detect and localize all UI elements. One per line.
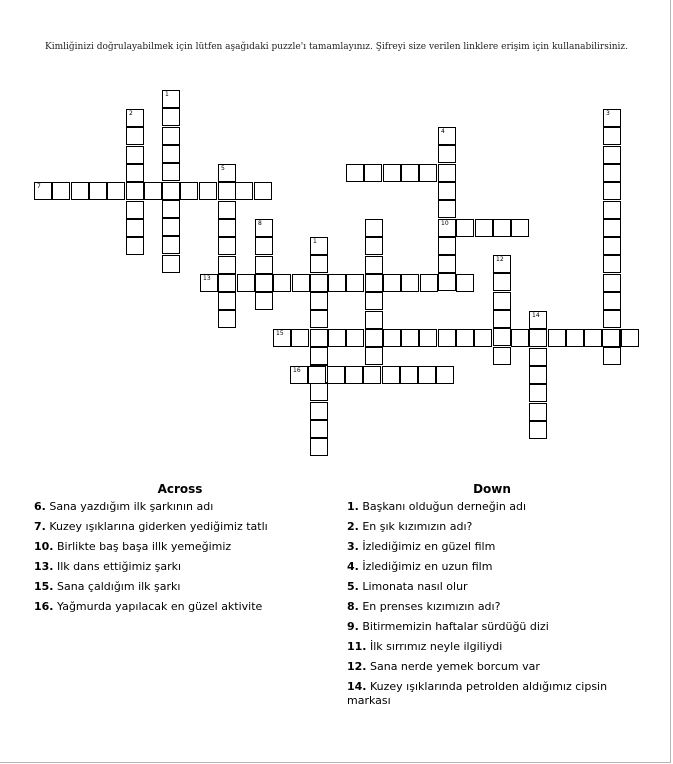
grid-cell[interactable] xyxy=(346,274,364,292)
grid-cell[interactable] xyxy=(310,274,328,292)
clue-number: 15. xyxy=(34,580,54,593)
grid-cell[interactable] xyxy=(438,145,456,163)
grid-cell[interactable] xyxy=(308,366,326,384)
grid-cell-number: 16 xyxy=(293,367,301,374)
grid-cell[interactable] xyxy=(456,274,474,292)
grid-cell[interactable] xyxy=(365,329,383,347)
grid-cell[interactable] xyxy=(419,164,437,182)
clue-text: Birlikte baş başa illk yemeğimiz xyxy=(57,540,232,553)
across-clue xyxy=(34,560,324,574)
clue-number: 10. xyxy=(34,540,54,553)
grid-cell[interactable] xyxy=(511,329,529,347)
clue-number: 3. xyxy=(347,540,359,553)
clue-number: 9. xyxy=(347,620,359,633)
grid-cell[interactable] xyxy=(328,329,346,347)
clue-text: İzlediğimiz en uzun film xyxy=(362,560,493,573)
grid-cell[interactable] xyxy=(401,274,419,292)
down-clue xyxy=(347,640,647,654)
grid-cell[interactable] xyxy=(273,274,291,292)
grid-cell[interactable] xyxy=(310,420,328,438)
down-clue xyxy=(347,600,647,614)
down-clue-list xyxy=(347,500,647,714)
grid-cell[interactable] xyxy=(603,164,621,182)
across-clue xyxy=(34,520,324,534)
down-clue xyxy=(347,620,647,634)
grid-cell[interactable] xyxy=(218,219,236,237)
grid-cell[interactable] xyxy=(401,329,419,347)
grid-cell[interactable] xyxy=(255,219,273,237)
grid-cell[interactable] xyxy=(438,255,456,273)
grid-cell[interactable] xyxy=(218,182,236,200)
grid-cell[interactable] xyxy=(162,255,180,273)
grid-cell[interactable] xyxy=(401,164,419,182)
clue-number: 14. xyxy=(347,680,367,693)
down-clue xyxy=(347,520,647,534)
grid-cell[interactable] xyxy=(365,347,383,365)
grid-cell[interactable] xyxy=(383,329,401,347)
grid-cell[interactable] xyxy=(602,329,620,347)
grid-cell[interactable] xyxy=(438,164,456,182)
grid-cell-number: 7 xyxy=(37,183,41,190)
grid-cell[interactable] xyxy=(162,218,180,236)
grid-cell[interactable] xyxy=(162,127,180,145)
grid-cell[interactable] xyxy=(218,310,236,328)
grid-cell[interactable] xyxy=(438,182,456,200)
grid-cell[interactable] xyxy=(162,90,180,108)
grid-cell[interactable] xyxy=(218,164,236,182)
grid-cell[interactable] xyxy=(418,366,436,384)
grid-cell[interactable] xyxy=(310,310,328,328)
grid-cell[interactable] xyxy=(383,274,401,292)
clue-text: En prenses kızımızın adı? xyxy=(362,600,501,613)
grid-cell[interactable] xyxy=(126,164,144,182)
grid-cell[interactable] xyxy=(199,182,217,200)
clue-number: 5. xyxy=(347,580,359,593)
clue-number: 11. xyxy=(347,640,367,653)
clue-number: 7. xyxy=(34,520,46,533)
across-clue xyxy=(34,500,324,514)
grid-cell-number: 13 xyxy=(203,275,211,282)
clue-text: Sana yazdığım ilk şarkının adı xyxy=(49,500,214,513)
down-clue xyxy=(347,560,647,574)
down-clue xyxy=(347,680,647,708)
across-clue xyxy=(34,600,324,614)
grid-cell[interactable] xyxy=(126,109,144,127)
grid-cell[interactable] xyxy=(292,274,310,292)
grid-cell[interactable] xyxy=(529,384,547,402)
grid-cell[interactable] xyxy=(566,329,584,347)
down-clue xyxy=(347,660,647,674)
grid-cell[interactable] xyxy=(310,255,328,273)
grid-cell-number: 2 xyxy=(129,110,133,117)
grid-cell[interactable] xyxy=(529,311,547,329)
grid-cell[interactable] xyxy=(436,366,454,384)
down-heading: Down xyxy=(473,482,511,496)
grid-cell[interactable] xyxy=(218,201,236,219)
grid-cell-number: 14 xyxy=(532,312,540,319)
grid-cell[interactable] xyxy=(365,219,383,237)
grid-cell[interactable] xyxy=(327,366,345,384)
grid-cell[interactable] xyxy=(52,182,70,200)
clue-text: Limonata nasıl olur xyxy=(362,580,468,593)
grid-cell-number: 1 xyxy=(165,91,169,98)
grid-cell-number: 10 xyxy=(441,220,449,227)
grid-cell[interactable] xyxy=(310,438,328,456)
grid-cell-number: 4 xyxy=(441,128,445,135)
grid-cell[interactable] xyxy=(218,237,236,255)
grid-cell[interactable] xyxy=(511,219,529,237)
grid-cell[interactable] xyxy=(493,310,511,328)
down-clue xyxy=(347,500,647,514)
grid-cell[interactable] xyxy=(126,127,144,145)
grid-cell[interactable] xyxy=(310,402,328,420)
grid-cell[interactable] xyxy=(474,329,492,347)
grid-cell[interactable] xyxy=(162,236,180,254)
grid-cell-number: 5 xyxy=(221,165,225,172)
grid-cell[interactable] xyxy=(310,237,328,255)
grid-cell[interactable] xyxy=(273,329,291,347)
grid-cell[interactable] xyxy=(493,328,511,346)
clue-number: 4. xyxy=(347,560,359,573)
grid-cell[interactable] xyxy=(126,237,144,255)
grid-cell[interactable] xyxy=(255,256,273,274)
grid-cell[interactable] xyxy=(162,108,180,126)
grid-cell[interactable] xyxy=(603,201,621,219)
grid-cell[interactable] xyxy=(382,366,400,384)
grid-cell[interactable] xyxy=(218,292,236,310)
across-clue xyxy=(34,540,324,554)
grid-cell[interactable] xyxy=(438,237,456,255)
grid-cell[interactable] xyxy=(255,274,273,292)
grid-cell[interactable] xyxy=(34,182,52,200)
grid-cell[interactable] xyxy=(529,348,547,366)
grid-cell[interactable] xyxy=(475,219,493,237)
grid-cell[interactable] xyxy=(493,292,511,310)
clue-text: Yağmurda yapılacak en güzel aktivite xyxy=(57,600,263,613)
grid-cell[interactable] xyxy=(218,274,236,292)
grid-cell[interactable] xyxy=(365,292,383,310)
grid-cell[interactable] xyxy=(255,237,273,255)
grid-cell-number: 15 xyxy=(276,330,284,337)
grid-cell[interactable] xyxy=(493,273,511,291)
grid-cell[interactable] xyxy=(310,329,328,347)
grid-cell[interactable] xyxy=(603,127,621,145)
across-heading: Across xyxy=(157,482,203,496)
grid-cell[interactable] xyxy=(126,182,144,200)
grid-cell[interactable] xyxy=(493,347,511,365)
grid-cell[interactable] xyxy=(235,182,253,200)
grid-cell[interactable] xyxy=(126,219,144,237)
clue-text: En şık kızımızın adı? xyxy=(362,520,473,533)
grid-cell[interactable] xyxy=(364,164,382,182)
instructions-text: Kimliğinizi doğrulayabilmek için lütfen aşağıdaki puzzle'ı tamamlayınız. Şifreyi size verilen linklere erişim için kullanabilirsiniz. xyxy=(45,42,628,52)
grid-cell[interactable] xyxy=(218,256,236,274)
clue-text: İlk sırrımız neyle ilgiliydi xyxy=(370,640,503,653)
grid-cell[interactable] xyxy=(254,182,272,200)
grid-cell[interactable] xyxy=(603,292,621,310)
clue-number: 2. xyxy=(347,520,359,533)
grid-cell[interactable] xyxy=(180,182,198,200)
clue-number: 6. xyxy=(34,500,46,513)
grid-cell[interactable] xyxy=(603,237,621,255)
grid-cell[interactable] xyxy=(603,109,621,127)
grid-cell[interactable] xyxy=(346,164,364,182)
grid-cell[interactable] xyxy=(383,164,401,182)
grid-cell-number: 1 xyxy=(313,238,317,245)
grid-cell[interactable] xyxy=(363,366,381,384)
grid-cell[interactable] xyxy=(438,219,456,237)
across-clue xyxy=(34,580,324,594)
grid-cell[interactable] xyxy=(603,274,621,292)
clue-text: Kuzey ışıklarında petrolden aldığımız cipsin markası xyxy=(347,680,608,707)
grid-cell-number: 3 xyxy=(606,110,610,117)
clue-text: Bitirmemizin haftalar sürdüğü dizi xyxy=(362,620,549,633)
clue-text: Kuzey ışıklarına giderken yediğimiz tatlı xyxy=(49,520,268,533)
grid-cell[interactable] xyxy=(291,329,309,347)
clue-text: Başkanı olduğun derneğin adı xyxy=(362,500,527,513)
grid-cell[interactable] xyxy=(529,403,547,421)
grid-cell[interactable] xyxy=(603,219,621,237)
grid-cell[interactable] xyxy=(345,366,363,384)
clue-number: 12. xyxy=(347,660,367,673)
grid-cell[interactable] xyxy=(310,292,328,310)
grid-cell[interactable] xyxy=(456,329,474,347)
grid-cell[interactable] xyxy=(529,421,547,439)
grid-cell[interactable] xyxy=(438,200,456,218)
grid-cell[interactable] xyxy=(346,329,364,347)
across-clue-list xyxy=(34,500,324,620)
grid-cell[interactable] xyxy=(603,255,621,273)
grid-cell[interactable] xyxy=(438,273,456,291)
clue-text: Sana nerde yemek borcum var xyxy=(370,660,540,673)
grid-cell[interactable] xyxy=(162,163,180,181)
grid-cell[interactable] xyxy=(365,256,383,274)
clue-text: Ilk dans ettiğimiz şarkı xyxy=(57,560,182,573)
grid-cell-number: 8 xyxy=(258,220,262,227)
grid-cell[interactable] xyxy=(603,347,621,365)
grid-cell[interactable] xyxy=(89,182,107,200)
grid-cell[interactable] xyxy=(548,329,566,347)
grid-cell[interactable] xyxy=(438,127,456,145)
grid-cell[interactable] xyxy=(200,274,218,292)
grid-cell[interactable] xyxy=(493,255,511,273)
clue-number: 1. xyxy=(347,500,359,513)
grid-cell[interactable] xyxy=(603,182,621,200)
down-clue xyxy=(347,580,647,594)
grid-cell[interactable] xyxy=(400,366,418,384)
grid-cell[interactable] xyxy=(365,237,383,255)
grid-cell[interactable] xyxy=(584,329,602,347)
grid-cell[interactable] xyxy=(603,310,621,328)
down-clue xyxy=(347,540,647,554)
grid-cell[interactable] xyxy=(237,274,255,292)
clue-text: İzlediğimiz en güzel film xyxy=(362,540,496,553)
clue-number: 8. xyxy=(347,600,359,613)
clue-text: Sana çaldığım ilk şarkı xyxy=(57,580,181,593)
grid-cell[interactable] xyxy=(493,219,511,237)
grid-cell[interactable] xyxy=(529,329,547,347)
grid-cell[interactable] xyxy=(328,274,346,292)
grid-cell[interactable] xyxy=(365,274,383,292)
grid-cell[interactable] xyxy=(162,182,180,200)
grid-cell[interactable] xyxy=(621,329,639,347)
grid-cell[interactable] xyxy=(126,201,144,219)
grid-cell[interactable] xyxy=(438,329,456,347)
grid-cell[interactable] xyxy=(419,329,437,347)
grid-cell[interactable] xyxy=(529,366,547,384)
grid-cell[interactable] xyxy=(456,219,474,237)
grid-cell[interactable] xyxy=(420,274,438,292)
grid-cell[interactable] xyxy=(107,182,125,200)
grid-cell[interactable] xyxy=(71,182,89,200)
clue-number: 13. xyxy=(34,560,54,573)
grid-cell[interactable] xyxy=(290,366,308,384)
clue-number: 16. xyxy=(34,600,54,613)
grid-cell[interactable] xyxy=(162,145,180,163)
grid-cell[interactable] xyxy=(126,146,144,164)
grid-cell[interactable] xyxy=(365,311,383,329)
grid-cell[interactable] xyxy=(255,292,273,310)
grid-cell[interactable] xyxy=(162,200,180,218)
grid-cell[interactable] xyxy=(144,182,162,200)
grid-cell[interactable] xyxy=(310,347,328,365)
grid-cell-number: 12 xyxy=(496,256,504,263)
grid-cell[interactable] xyxy=(603,146,621,164)
grid-cell[interactable] xyxy=(310,383,328,401)
